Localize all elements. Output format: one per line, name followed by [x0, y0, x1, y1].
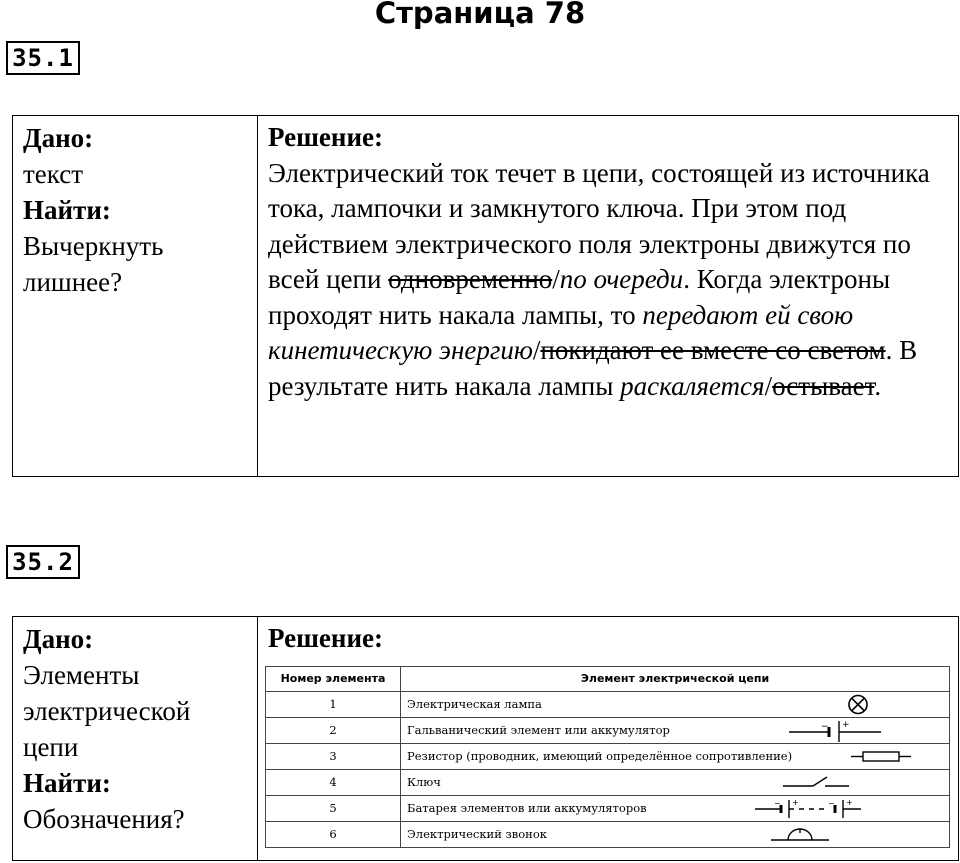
column-header-number: Номер элемента — [266, 666, 401, 691]
element-name: Электрическая лампа — [407, 697, 542, 711]
solution-column — [258, 116, 959, 477]
resistor-symbol-icon — [849, 744, 919, 769]
kept-answer: по очереди — [559, 264, 684, 294]
task-number-35-2: 35.2 — [6, 545, 80, 579]
crossed-out-word: остывает — [772, 370, 875, 401]
solution-label: Решение: — [268, 623, 383, 653]
row-number: 2 — [266, 717, 401, 743]
find-label: Найти: — [23, 195, 111, 225]
element-name: Батарея элементов или аккумуляторов — [407, 801, 647, 815]
given-column — [13, 116, 258, 477]
solution-segment: Электрический ток течет в цепи, состоящей из источника тока, лампочки и замкнутого ключа. При этом под действием электрического поля электроны движутся по всей цепи — [268, 157, 930, 294]
table-row — [266, 717, 950, 743]
solution-segment: / — [532, 335, 541, 365]
table-row — [266, 743, 950, 769]
solution-text — [268, 156, 948, 405]
solution-segment: . Когда электроны проходят нить накала лампы, то — [268, 264, 891, 330]
column-header-element: Элемент электрической цепи — [401, 666, 950, 691]
task-35-2-table — [12, 616, 959, 861]
element-name: Резистор (проводник, имеющий определённое сопротивление) — [407, 749, 793, 763]
solution-column — [258, 617, 959, 861]
given-column — [13, 617, 258, 861]
circuit-symbols-figure — [265, 666, 950, 848]
solution-segment: . В результате нить накала лампы — [268, 335, 918, 401]
battery-symbol-icon — [753, 796, 865, 821]
row-number: 1 — [266, 691, 401, 717]
find-text: Обозначения? — [23, 804, 185, 834]
element-name: Ключ — [407, 775, 441, 789]
given-label: Дано: — [23, 624, 94, 654]
table-header-row — [266, 666, 950, 691]
table-row — [266, 821, 950, 847]
bell-symbol-icon — [767, 822, 833, 847]
svg-text:+: + — [792, 797, 799, 807]
task-35-1-table — [12, 115, 959, 477]
row-number: 5 — [266, 795, 401, 821]
cell-symbol-icon — [785, 718, 885, 743]
solution-label: Решение: — [268, 122, 383, 152]
row-element — [401, 821, 950, 847]
given-text: текст — [23, 159, 84, 189]
table-row — [266, 691, 950, 717]
given-text: Элементы электрической цепи — [23, 660, 191, 762]
solution-segment: / — [764, 370, 773, 401]
row-element — [401, 769, 950, 795]
row-number: 4 — [266, 769, 401, 795]
element-name: Гальванический элемент или аккумулятор — [407, 723, 670, 737]
solution-segment: . — [874, 370, 882, 401]
kept-answer: раскаляется — [620, 370, 765, 401]
svg-text:−: − — [774, 798, 781, 808]
find-text: Вычеркнуть лишнее? — [23, 231, 164, 297]
switch-symbol-icon — [779, 770, 854, 795]
row-element — [401, 717, 950, 743]
task-number-35-1: 35.1 — [6, 41, 80, 75]
row-number: 3 — [266, 743, 401, 769]
svg-text:−: − — [821, 721, 829, 732]
row-number: 6 — [266, 821, 401, 847]
svg-text:+: + — [842, 719, 850, 730]
kept-answer: передают ей свою кинетическую энергию — [268, 299, 854, 365]
table-row — [266, 795, 950, 821]
crossed-out-word: одновременно — [388, 264, 553, 294]
find-label: Найти: — [23, 768, 111, 798]
row-element — [401, 795, 950, 821]
circuit-symbols-table — [265, 666, 950, 848]
row-element — [401, 743, 950, 769]
table-row — [266, 769, 950, 795]
lamp-symbol-icon — [843, 692, 873, 717]
row-element — [401, 691, 950, 717]
page-title: Страница 78 — [374, 0, 586, 30]
svg-text:−: − — [828, 798, 835, 808]
crossed-out-word: покидают ее вместе со светом — [540, 335, 886, 365]
given-label: Дано: — [23, 123, 94, 153]
element-name: Электрический звонок — [407, 827, 547, 841]
solution-segment: / — [552, 264, 560, 294]
svg-text:+: + — [846, 797, 853, 807]
